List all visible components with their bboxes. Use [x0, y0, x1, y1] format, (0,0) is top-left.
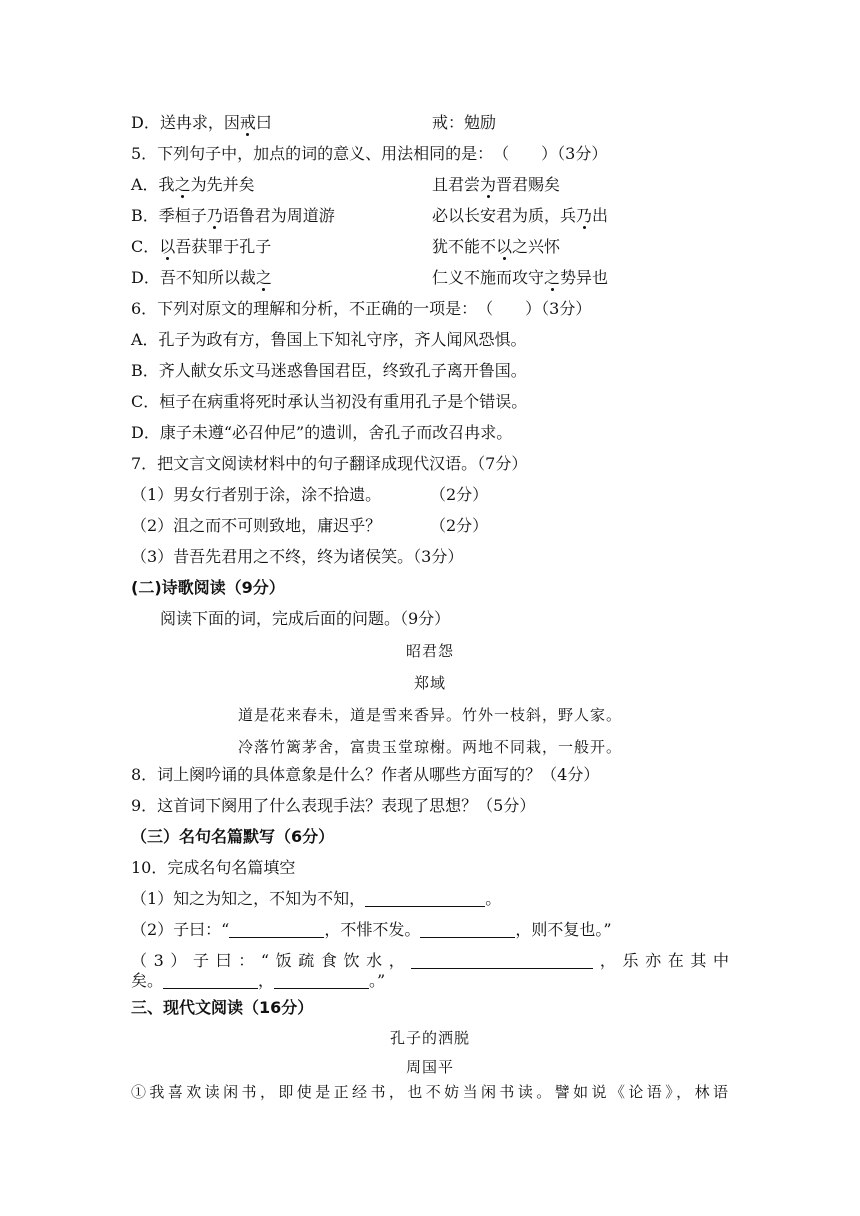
q5-option-c: C．以吾获罪于孔子	[131, 237, 272, 256]
q5-option-a-right: 且君尝为晋君赐矣	[432, 175, 561, 194]
poetry-section-heading: (二)诗歌阅读（9分）	[131, 578, 285, 597]
q7-sentence-1: （1）男女行者别于涂，涂不拾遗。	[131, 485, 382, 504]
poetry-intro: 阅读下面的词，完成后面的问题。（9分）	[160, 609, 451, 628]
q5-option-c-right: 犹不能不以之兴怀	[432, 237, 561, 256]
q7-sentence-3: （3）昔吾先君用之不终，终为诸侯笑。（3分）	[131, 547, 464, 566]
blank-3c[interactable]	[274, 972, 369, 989]
q6-option-c: C．桓子在病重将死时承认当初没有重用孔子是个错误。	[131, 392, 528, 411]
q7-sentence-2-points: （2分）	[430, 516, 489, 535]
blank-2a[interactable]	[229, 921, 324, 938]
blank-3b[interactable]	[163, 972, 258, 989]
poem-line-2: 冷落竹篱茅舍，富贵玉堂琼榭。两地不同栽，一般开。	[237, 738, 622, 756]
modern-reading-heading: 三、现代文阅读（16分）	[131, 998, 314, 1017]
poem-line-1: 道是花来春未，道是雪来香异。竹外一枝斜，野人家。	[237, 706, 622, 724]
q6-option-d: D．康子未遵“必召仲尼”的遗训，舍孔子而改召冉求。	[131, 423, 513, 442]
poem-author: 郑域	[413, 674, 446, 692]
recitation-section-heading: （三）名句名篇默写（6分）	[131, 827, 335, 846]
q4-option-d-meaning: 戒：勉励	[432, 113, 497, 132]
poem-title: 昭君怨	[405, 642, 454, 660]
q4-option-d: D．送冉求，因戒曰	[131, 113, 272, 132]
article-paragraph-1: ①我喜欢读闲书，即使是正经书，也不妨当闲书读。譬如说《论语》，林语	[131, 1083, 729, 1101]
fill-blank-1: （1）知之为知之，不知为不知， 。	[131, 889, 502, 908]
q8: 8．词上阕吟诵的具体意象是什么？作者从哪些方面写的？（4分）	[131, 765, 600, 784]
q6-stem: 6．下列对原文的理解和分析，不正确的一项是： （ ）（3分）	[131, 299, 592, 318]
q5-option-d: D．吾不知所以裁之	[131, 268, 272, 287]
q7-sentence-2: （2）沮之而不可则致地，庸迟乎？	[131, 516, 382, 535]
q6-option-a: A．孔子为政有方，鲁国上下知礼守序，齐人闻风恐惧。	[131, 330, 527, 349]
q9: 9．这首词下阕用了什么表现手法？表现了思想？（5分）	[131, 796, 536, 815]
fill-blank-3-line-2: 矣。 ， 。”	[131, 971, 386, 990]
fill-blank-3-line-1: （3）子曰：“饭疏食饮水， ，乐亦在其中	[131, 951, 729, 970]
q5-option-b-right: 必以长安君为质，兵乃出	[432, 206, 609, 225]
q7-stem: 7．把文言文阅读材料中的句子翻译成现代汉语。（7分）	[131, 454, 528, 473]
article-title: 孔子的洒脱	[389, 1029, 470, 1047]
blank-3a[interactable]	[411, 952, 593, 969]
q5-option-b: B．季桓子乃语鲁君为周道游	[131, 206, 335, 225]
blank-1[interactable]	[365, 890, 485, 907]
q7-sentence-1-points: （2分）	[430, 485, 489, 504]
fill-blank-2: （2）子曰：“ ，不悱不发。 ，则不复也。”	[131, 920, 612, 939]
q10: 10．完成名句名篇填空	[131, 858, 296, 877]
q5-option-d-right: 仁义不施而攻守之势异也	[432, 268, 609, 287]
article-author: 周国平	[405, 1058, 454, 1076]
q5-option-a: A．我之为先并矣	[131, 175, 255, 194]
q6-option-b: B．齐人献女乐文马迷惑鲁国君臣，终致孔子离开鲁国。	[131, 361, 527, 380]
blank-2b[interactable]	[420, 921, 515, 938]
q5-stem: 5．下列句子中，加点的词的意义、用法相同的是： （ ）（3分）	[131, 144, 608, 163]
